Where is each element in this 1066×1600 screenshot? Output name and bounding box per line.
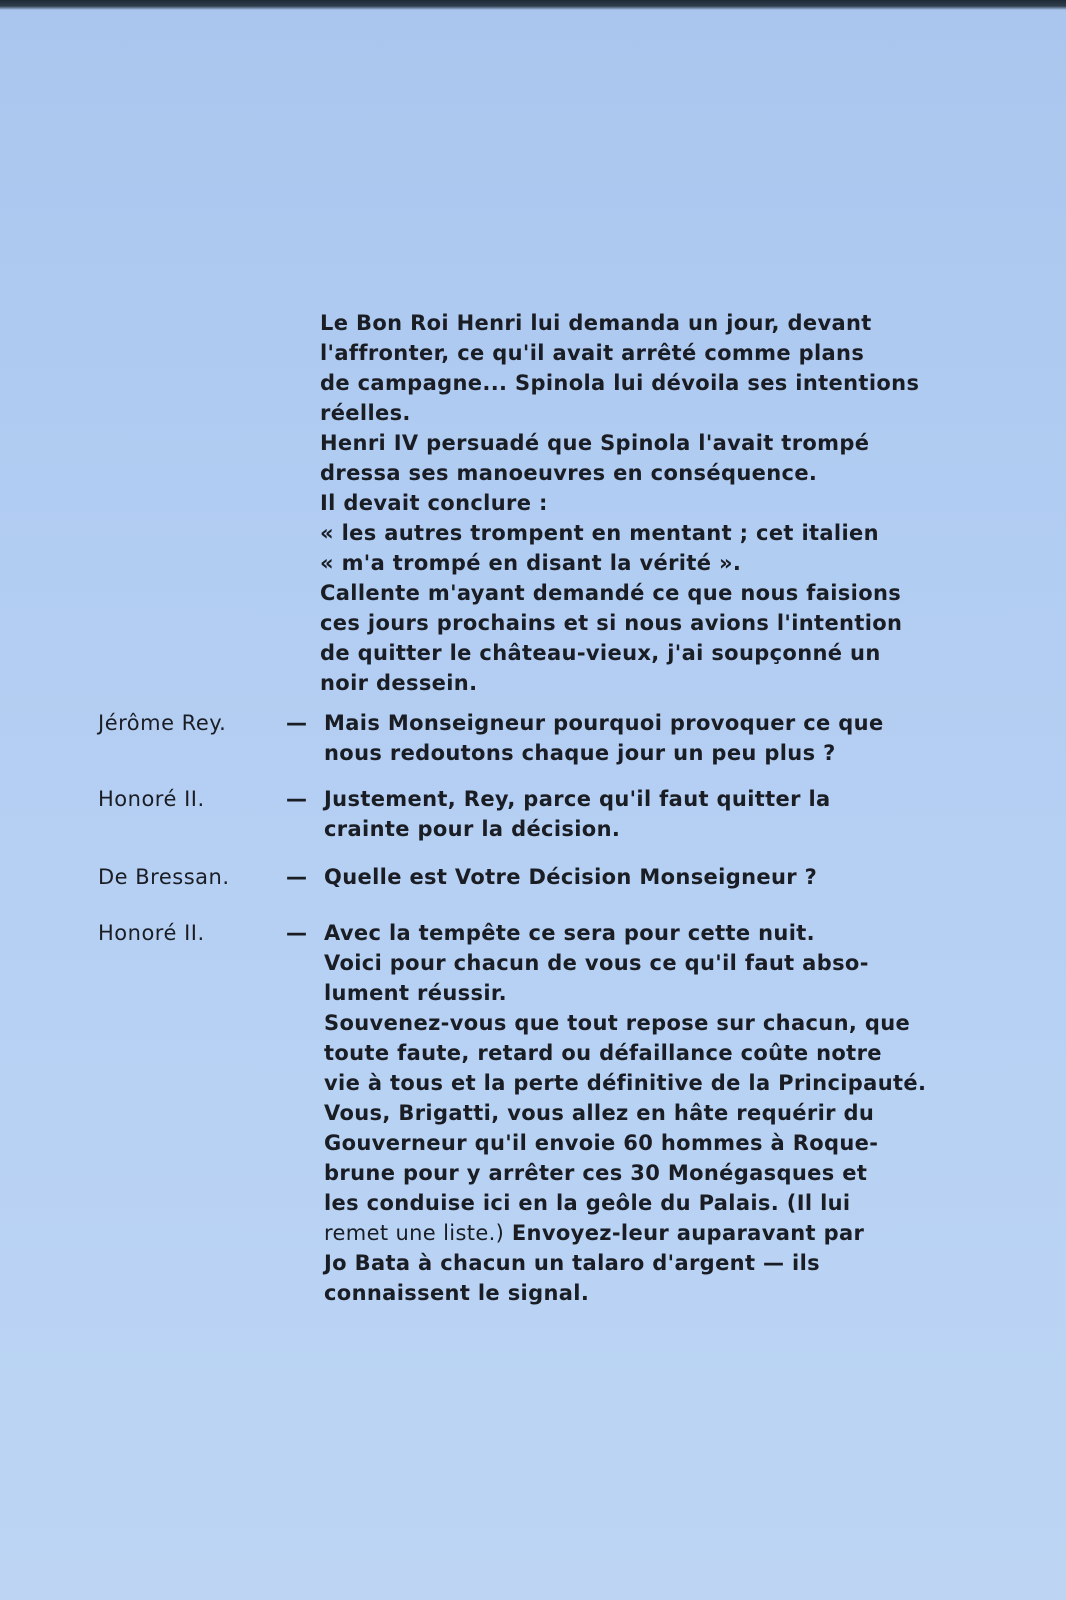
speaker-name: De Bressan.	[98, 865, 230, 889]
narrative-line: dressa ses manoeuvres en conséquence.	[320, 461, 818, 485]
dialogue-line: Quelle est Votre Décision Monseigneur ?	[324, 865, 818, 889]
dialogue-dash: —	[286, 787, 307, 811]
dialogue-line: lument réussir.	[324, 981, 507, 1005]
dialogue-line: Voici pour chacun de vous ce qu'il faut abso-	[324, 951, 869, 975]
dialogue-line: Mais Monseigneur pourquoi provoquer ce que	[324, 711, 884, 735]
dialogue-line: Vous, Brigatti, vous allez en hâte requérir du	[324, 1101, 875, 1125]
speaker-name: Honoré II.	[98, 787, 205, 811]
dialogue-text	[324, 918, 944, 1308]
dialogue-line: Gouverneur qu'il envoie 60 hommes à Roque-	[324, 1131, 879, 1155]
dialogue-line: Souvenez-vous que tout repose sur chacun, que	[324, 1011, 911, 1035]
dialogue-line: connaissent le signal.	[324, 1281, 590, 1305]
narrative-line: noir dessein.	[320, 671, 478, 695]
dialogue-line: nous redoutons chaque jour un peu plus ?	[324, 741, 836, 765]
narrative-line: l'affronter, ce qu'il avait arrêté comme plans	[320, 341, 865, 365]
dialogue-line: brune pour y arrêter ces 30 Monégasques et	[324, 1161, 868, 1185]
dialogue-dash: —	[286, 921, 307, 945]
narrative-line: de quitter le château-vieux, j'ai soupçonné un	[320, 641, 881, 665]
dialogue-line: vie à tous et la perte définitive de la Principauté.	[324, 1071, 927, 1095]
speaker-name: Honoré II.	[98, 921, 205, 945]
dialogue-line: Jo Bata à chacun un talaro d'argent — ils	[324, 1251, 820, 1275]
dialogue-line: crainte pour la décision.	[324, 817, 621, 841]
dialogue-line: Avec la tempête ce sera pour cette nuit.	[324, 921, 816, 945]
narrative-line: Henri IV persuadé que Spinola l'avait trompé	[320, 431, 870, 455]
narrative-line: « les autres trompent en mentant ; cet italien	[320, 521, 879, 545]
speaker-name: Jérôme Rey.	[98, 711, 227, 735]
narrative-line: Callente m'ayant demandé ce que nous faisions	[320, 581, 902, 605]
narrative-line: ces jours prochains et si nous avions l'intention	[320, 611, 903, 635]
narrative-line: réelles.	[320, 401, 411, 425]
narrative-line: Le Bon Roi Henri lui demanda un jour, devant	[320, 311, 872, 335]
dialogue-text	[324, 784, 944, 844]
dialogue-line: les conduise ici en la geôle du Palais. (Il lui	[324, 1191, 851, 1215]
dialogue-line: toute faute, retard ou défaillance coûte notre	[324, 1041, 882, 1065]
narrative-paragraph	[320, 308, 932, 698]
dialogue-line-rest: Envoyez-leur auparavant par	[504, 1221, 865, 1245]
dialogue-text	[324, 708, 944, 768]
narrative-line: de campagne... Spinola lui dévoila ses intentions	[320, 371, 920, 395]
dialogue-dash: —	[286, 865, 307, 889]
dialogue-line	[324, 1218, 944, 1248]
dialogue-line: Justement, Rey, parce qu'il faut quitter la	[324, 787, 831, 811]
narrative-line: Il devait conclure :	[320, 491, 548, 515]
dialogue-text	[324, 862, 944, 892]
narrative-line: « m'a trompé en disant la vérité ».	[320, 551, 742, 575]
stage-direction: remet une liste.)	[324, 1221, 505, 1245]
dialogue-dash: —	[286, 711, 307, 735]
